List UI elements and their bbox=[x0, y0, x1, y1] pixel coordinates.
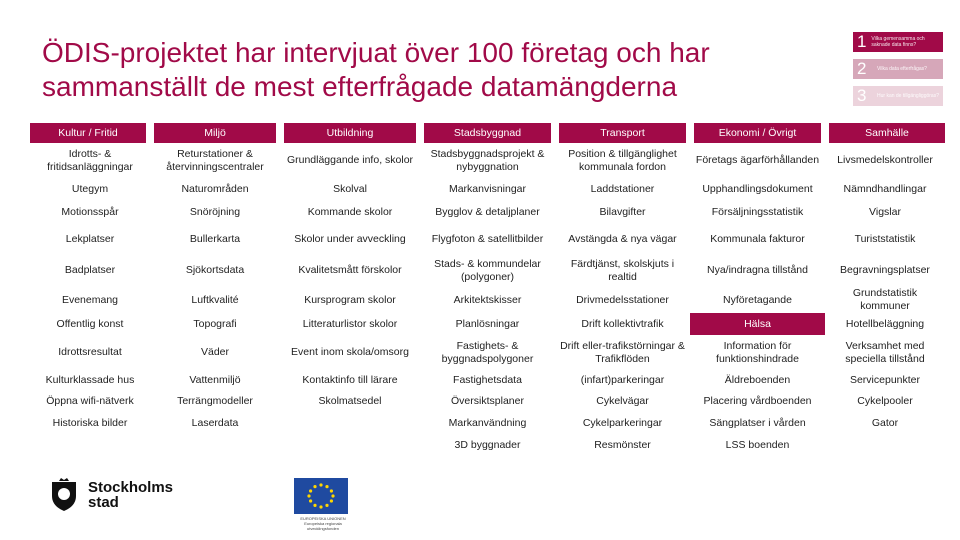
table-cell: Nämndhandlingar bbox=[843, 182, 927, 195]
table-cell: Evenemang bbox=[61, 293, 119, 306]
column-header: Miljö bbox=[150, 123, 280, 143]
table-cell: Historiska bilder bbox=[52, 416, 128, 429]
table-cell: Utegym bbox=[71, 182, 109, 195]
step-number: 2 bbox=[857, 59, 867, 78]
table-cell: Litteraturlistor skolor bbox=[302, 317, 398, 330]
table-cell: Luftkvalité bbox=[191, 293, 239, 306]
table-cell: Hotellbeläggning bbox=[845, 317, 925, 330]
dataset-table bbox=[30, 123, 945, 456]
table-cell: Företags ägarförhållanden bbox=[695, 154, 820, 166]
table-cell: Drift eller-trafikstörningar & Trafikflöden bbox=[560, 339, 685, 365]
table-cell: Grundläggande info, skolor bbox=[286, 154, 414, 166]
table-cell: Kvalitetsmått förskolor bbox=[298, 264, 402, 276]
column-header: Utbildning bbox=[280, 123, 420, 143]
table-cell: Drivmedelsstationer bbox=[576, 293, 669, 306]
table-row bbox=[30, 254, 945, 287]
column-header: Ekonomi / Övrigt bbox=[690, 123, 825, 143]
table-cell: Returstationer & återvinningscentraler bbox=[166, 147, 264, 173]
table-cell: Vattenmiljö bbox=[189, 373, 241, 386]
table-cell: Skolval bbox=[333, 182, 367, 195]
table-row bbox=[30, 287, 945, 313]
table-cell: Motionsspår bbox=[61, 205, 119, 218]
column-header: Stadsbyggnad bbox=[420, 123, 555, 143]
table-cell: LSS boenden bbox=[725, 438, 790, 451]
step-text: Hur kan de tillgängliggöras? bbox=[877, 93, 939, 99]
table-header-row bbox=[30, 123, 945, 143]
table-cell: Information för funktionshindrade bbox=[716, 339, 799, 365]
table-cell: Drift kollektivtrafik bbox=[581, 317, 664, 330]
table-row bbox=[30, 143, 945, 178]
table-cell: Offentlig konst bbox=[56, 317, 124, 330]
table-cell: Markanvändning bbox=[448, 416, 527, 429]
table-row bbox=[30, 412, 945, 434]
table-cell: Cykelvägar bbox=[596, 394, 649, 407]
table-row bbox=[30, 390, 945, 412]
table-row bbox=[30, 370, 945, 390]
table-cell: Flygfoton & satellitbilder bbox=[431, 232, 544, 245]
table-cell: Skolor under avveckling bbox=[294, 232, 406, 245]
table-cell: Laserdata bbox=[191, 416, 239, 429]
table-cell: Avstängda & nya vägar bbox=[568, 232, 677, 245]
table-cell: Cykelparkeringar bbox=[582, 416, 663, 429]
table-cell: Färdtjänst, skolskjuts i realtid bbox=[570, 257, 675, 283]
table-row bbox=[30, 434, 945, 456]
table-cell: Livsmedelskontroller bbox=[837, 154, 933, 166]
table-cell: Idrotts- & fritidsanläggningar bbox=[47, 147, 133, 173]
table-cell bbox=[150, 434, 280, 456]
eu-flag-icon bbox=[294, 478, 348, 514]
table-cell: Hälsa bbox=[690, 313, 825, 335]
table-cell: Bygglov & detaljplaner bbox=[435, 205, 540, 218]
step-2 bbox=[853, 59, 943, 79]
table-cell: Planlösningar bbox=[455, 317, 520, 330]
table-cell: Skolmatsedel bbox=[318, 394, 382, 407]
city-crest-icon bbox=[50, 478, 78, 512]
table-cell: Bilavgifter bbox=[599, 205, 646, 218]
table-row bbox=[30, 200, 945, 224]
table-cell: Fastighets- & byggnadspolygoner bbox=[441, 339, 534, 365]
eu-logo bbox=[294, 478, 352, 531]
table-cell: Lekplatser bbox=[65, 232, 115, 245]
stockholm-logo bbox=[50, 478, 173, 512]
table-cell: Begravningsplatser bbox=[840, 264, 930, 276]
table-cell: Markanvisningar bbox=[448, 182, 527, 195]
step-number: 1 bbox=[857, 32, 867, 51]
table-cell: Äldreboenden bbox=[724, 373, 791, 386]
table-cell: Topografi bbox=[193, 317, 237, 330]
table-cell: Upphandlingsdokument bbox=[702, 182, 813, 195]
page-title: ÖDIS-projektet har intervjuat över 100 företag och har sammanställt de mest efterfrågade datamängderna bbox=[42, 37, 710, 102]
table-cell bbox=[30, 434, 150, 456]
table-cell: Arkitektskisser bbox=[453, 293, 522, 306]
table-cell bbox=[825, 434, 945, 456]
table-cell: Event inom skola/omsorg bbox=[291, 346, 409, 358]
table-row bbox=[30, 313, 945, 335]
column-header: Transport bbox=[555, 123, 690, 143]
table-cell: Badplatser bbox=[64, 264, 116, 276]
table-cell: Kulturklassade hus bbox=[45, 373, 135, 386]
table-cell: Cykelpooler bbox=[857, 394, 913, 407]
table-cell: Kommunala fakturor bbox=[710, 232, 805, 245]
table-cell: Position & tillgänglighet kommunala fordon bbox=[568, 147, 677, 173]
table-cell: Bullerkarta bbox=[189, 232, 241, 245]
table-cell: Fastighetsdata bbox=[453, 373, 522, 386]
table-cell: Stadsbyggnadsprojekt & nybyggnation bbox=[430, 147, 545, 173]
table-cell: Resmönster bbox=[594, 438, 651, 451]
table-cell: Naturområden bbox=[181, 182, 249, 195]
table-cell: Snöröjning bbox=[189, 205, 241, 218]
city-name-line1: Stockholms bbox=[88, 479, 174, 496]
table-row bbox=[30, 224, 945, 254]
step-text: Vilka gemensamma och saknade data finns? bbox=[871, 36, 925, 48]
table-cell: Grundstatistik kommuner bbox=[852, 287, 918, 312]
step-3 bbox=[853, 86, 943, 106]
table-cell: Kontaktinfo till lärare bbox=[302, 373, 398, 386]
table-cell: Nya/indragna tillstånd bbox=[707, 264, 808, 276]
table-cell: Kommande skolor bbox=[307, 205, 393, 218]
city-name-line2: stad bbox=[88, 494, 119, 511]
progress-steps bbox=[853, 32, 943, 113]
table-cell: 3D byggnader bbox=[454, 438, 521, 451]
table-cell: Stads- & kommundelar (polygoner) bbox=[434, 257, 541, 283]
column-header: Samhälle bbox=[825, 123, 945, 143]
table-cell: Servicepunkter bbox=[849, 373, 921, 386]
table-cell: Verksamhet med speciella tillstånd bbox=[845, 339, 925, 365]
table-cell: Kursprogram skolor bbox=[304, 293, 396, 306]
table-cell: Sängplatser i vården bbox=[709, 416, 806, 429]
column-header: Kultur / Fritid bbox=[30, 123, 150, 143]
table-cell: Turiststatistik bbox=[854, 232, 916, 245]
step-1 bbox=[853, 32, 943, 52]
table-cell: Idrottsresultat bbox=[58, 346, 122, 358]
table-row bbox=[30, 178, 945, 200]
table-cell: Nyföretagande bbox=[723, 293, 792, 306]
table-cell: Sjökortsdata bbox=[185, 264, 245, 276]
step-number: 3 bbox=[857, 86, 867, 105]
table-cell: (infart)parkeringar bbox=[580, 373, 665, 386]
table-cell: Försäljningsstatistik bbox=[711, 205, 804, 218]
table-cell: Placering vårdboenden bbox=[703, 394, 812, 407]
table-cell: Vigslar bbox=[869, 205, 901, 218]
table-cell: Öppna wifi-nätverk bbox=[46, 394, 134, 407]
table-cell: Terrängmodeller bbox=[177, 394, 253, 407]
step-text: Vilka data efterfrågas? bbox=[877, 66, 927, 72]
table-cell bbox=[280, 434, 420, 456]
table-row bbox=[30, 335, 945, 370]
table-cell: Väder bbox=[200, 346, 230, 358]
table-cell bbox=[280, 412, 420, 434]
table-cell: Laddstationer bbox=[590, 182, 655, 195]
table-cell: Gator bbox=[871, 416, 899, 429]
table-cell: Översiktsplaner bbox=[451, 394, 524, 407]
eu-caption: EUROPEISKA UNIONEN Europeiska regionala utvecklingsfonden bbox=[300, 516, 346, 531]
